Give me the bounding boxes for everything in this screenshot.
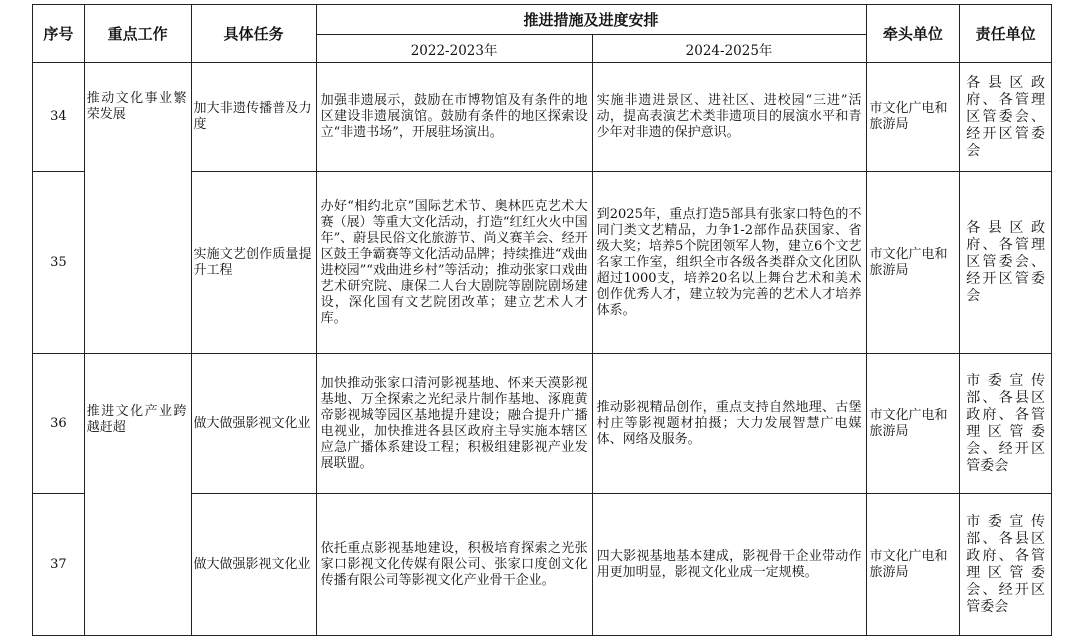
task-cell: 做大做强影视文化业 — [191, 354, 316, 494]
lead-unit-cell: 市文化广电和旅游局 — [866, 494, 960, 636]
header-key-work: 重点工作 — [84, 5, 191, 63]
measure-2024-2025: 四大影视基地基本建成，影视骨干企业带动作用更加明显，影视文化业成一定规模。 — [592, 494, 866, 636]
resp-unit-cell: 各县区政府、各管理区管委会、经开区管委会 — [960, 63, 1052, 172]
header-measures: 推进措施及进度安排 — [316, 5, 866, 35]
row-no: 36 — [33, 354, 85, 494]
header-task: 具体任务 — [191, 5, 316, 63]
measure-2024-2025: 到2025年，重点打造5部具有张家口特色的不同门类文艺精品，力争1-2部作品获国家、省级大奖；培养5个院团领军人物，建立6个文艺名家工作室，组织全市各级各类群众文化团队超过1000支，培养20名以上舞台艺术和美术创作优秀人才，建立较为完善的艺术人才培养体系。 — [592, 172, 866, 354]
table-row — [33, 354, 1052, 494]
measure-2022-2023: 加强非遗展示，鼓励在市博物馆及有条件的地区建设非遗展演馆。鼓励有条件的地区探索设立“非遗书场”，开展驻场演出。 — [316, 63, 592, 172]
resp-unit-cell: 市委宣传部、各县区政府、各管理区管委会、经开区管委会 — [960, 354, 1052, 494]
measure-2022-2023: 依托重点影视基地建设，积极培育探索之光张家口影视文化传媒有限公司、张家口度创文化传播有限公司等影视文化产业骨干企业。 — [316, 494, 592, 636]
measure-2024-2025: 实施非遗进景区、进社区、进校园“三进”活动，提高表演艺术类非遗项目的展演水平和青少年对非遗的保护意识。 — [592, 63, 866, 172]
key-work-cell: 推进文化产业跨越赶超 — [84, 354, 191, 636]
header-lead-unit: 牵头单位 — [866, 5, 960, 63]
resp-unit-cell: 市委宣传部、各县区政府、各管理区管委会、经开区管委会 — [960, 494, 1052, 636]
lead-unit-cell: 市文化广电和旅游局 — [866, 354, 960, 494]
task-cell: 做大做强影视文化业 — [191, 494, 316, 636]
header-period-2022-2023: 2022-2023年 — [316, 35, 592, 63]
plan-table — [32, 4, 1052, 636]
key-work-cell: 推动文化事业繁荣发展 — [84, 63, 191, 354]
row-no: 34 — [33, 63, 85, 172]
header-resp-unit: 责任单位 — [960, 5, 1052, 63]
measure-2022-2023: 加快推动张家口清河影视基地、怀来天漠影视基地、万全探索之光纪录片制作基地、涿鹿黄帝影视城等园区基地提升建设；融合提升广播电视业，加快推进各县区政府主导实施本辖区应急广播体系建设工程；积极组建影视产业发展联盟。 — [316, 354, 592, 494]
header-seq: 序号 — [33, 5, 85, 63]
lead-unit-cell: 市文化广电和旅游局 — [866, 63, 960, 172]
measure-2024-2025: 推动影视精品创作，重点支持自然地理、古堡村庄等影视题材拍摄；大力发展智慧广电媒体、网络及服务。 — [592, 354, 866, 494]
row-no: 35 — [33, 172, 85, 354]
header-period-2024-2025: 2024-2025年 — [592, 35, 866, 63]
row-no: 37 — [33, 494, 85, 636]
lead-unit-cell: 市文化广电和旅游局 — [866, 172, 960, 354]
task-cell: 实施文艺创作质量提升工程 — [191, 172, 316, 354]
measure-2022-2023: 办好“相约北京”国际艺术节、奥林匹克艺术大赛（展）等重大文化活动，打造“红红火火中国年”、蔚县民俗文化旅游节、尚义赛羊会、经开区鼓王争霸赛等文化活动品牌；持续推进“戏曲进校园”“戏曲进乡村”等活动；推动张家口戏曲艺术研究院、康保二人台大剧院等剧院剧场建设，深化国有文艺院团改革；建立艺术人才库。 — [316, 172, 592, 354]
resp-unit-cell: 各县区政府、各管理区管委会、经开区管委会 — [960, 172, 1052, 354]
table-row — [33, 63, 1052, 172]
task-cell: 加大非遗传播普及力度 — [191, 63, 316, 172]
